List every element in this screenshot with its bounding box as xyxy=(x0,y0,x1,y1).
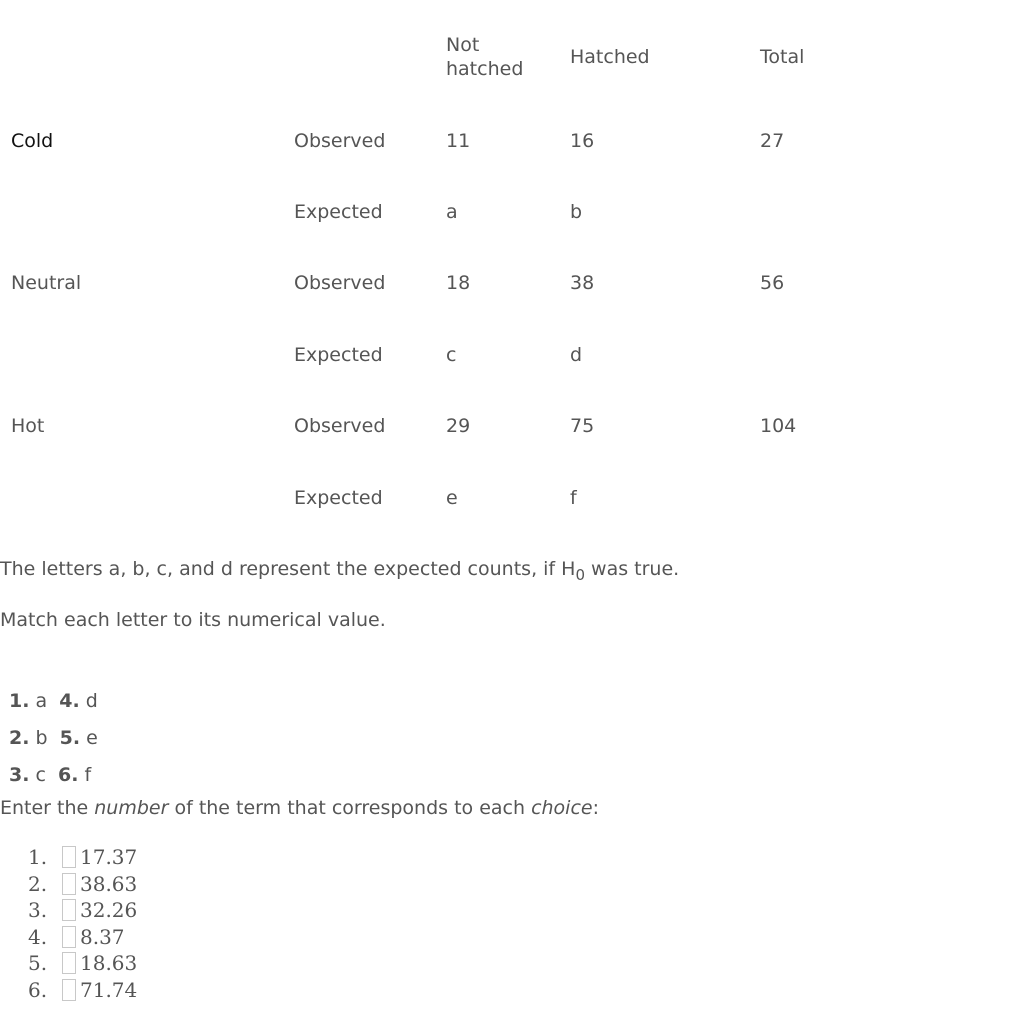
choice-number: 1. xyxy=(28,845,48,869)
enter-number-word: number xyxy=(94,797,169,819)
cell-not-hatched: c xyxy=(446,344,457,366)
h0-subscript: 0 xyxy=(575,566,585,584)
term-letter: a xyxy=(35,690,48,712)
enter-after: : xyxy=(592,797,599,819)
enter-middle: of the term that corresponds to each xyxy=(168,797,532,819)
term-row xyxy=(9,688,98,725)
cell-not-hatched: 11 xyxy=(446,130,471,152)
row-group-label: Cold xyxy=(11,130,54,152)
term-number: 4. xyxy=(59,690,80,712)
choice-value: 17.37 xyxy=(80,845,138,869)
term-letter: d xyxy=(85,690,98,712)
term-row xyxy=(9,762,98,799)
cell-hatched: d xyxy=(570,344,583,366)
term-number: 6. xyxy=(58,764,79,786)
choice-input[interactable] xyxy=(62,873,76,895)
cell-hatched: 75 xyxy=(570,415,595,437)
expected-counts-text xyxy=(0,558,680,584)
enter-instruction xyxy=(0,797,599,819)
term-row xyxy=(9,725,98,762)
choice-number: 6. xyxy=(28,977,48,1002)
choice-number: 3. xyxy=(28,898,48,922)
header-not-hatched-line2: hatched xyxy=(446,57,524,80)
cell-total: 27 xyxy=(760,130,785,152)
choice-value: 18.63 xyxy=(80,951,138,975)
cell-not-hatched: a xyxy=(446,201,458,223)
choice-value: 38.63 xyxy=(80,871,138,896)
choice-number: 2. xyxy=(28,871,48,896)
cell-total: 104 xyxy=(760,415,797,437)
header-hatched: Hatched xyxy=(570,46,650,68)
term-number: 5. xyxy=(59,727,81,749)
cell-total: 56 xyxy=(760,272,785,294)
cell-not-hatched: 29 xyxy=(446,415,471,437)
term-number: 2. xyxy=(9,727,30,749)
choice-value: 8.37 xyxy=(80,924,125,949)
row-type-label: Expected xyxy=(294,487,383,509)
row-type-label: Expected xyxy=(294,344,383,366)
enter-choice-word: choice xyxy=(531,797,593,819)
choice-input[interactable] xyxy=(62,979,76,1001)
terms-list xyxy=(9,688,98,799)
cell-not-hatched: 18 xyxy=(446,272,471,294)
header-not-hatched xyxy=(446,34,523,82)
row-type-label: Expected xyxy=(294,201,383,223)
choice-input[interactable] xyxy=(62,846,76,868)
enter-before: Enter the xyxy=(0,797,95,819)
row-group-label: Neutral xyxy=(11,272,82,294)
row-type-label: Observed xyxy=(294,272,386,294)
choice-value: 32.26 xyxy=(80,898,138,922)
term-letter: b xyxy=(35,727,48,749)
term-letter: f xyxy=(84,764,92,786)
expected-counts-after: was true. xyxy=(584,558,680,580)
row-type-label: Observed xyxy=(294,130,386,152)
choice-number: 4. xyxy=(28,924,48,949)
choice-input[interactable] xyxy=(62,899,76,921)
choice-value: 71.74 xyxy=(80,977,138,1002)
cell-hatched: f xyxy=(570,487,577,509)
match-instruction: Match each letter to its numerical value. xyxy=(0,609,386,631)
term-letter: c xyxy=(35,764,46,786)
term-letter: e xyxy=(86,727,98,749)
term-number: 1. xyxy=(9,690,30,712)
expected-counts-before: The letters a, b, c, and d represent the expected counts, if H xyxy=(0,558,576,580)
header-not-hatched-line1: Not xyxy=(446,34,480,56)
cell-hatched: 38 xyxy=(570,272,595,294)
choice-input[interactable] xyxy=(62,952,76,974)
header-total: Total xyxy=(760,46,805,68)
choice-number: 5. xyxy=(28,951,48,975)
row-type-label: Observed xyxy=(294,415,386,437)
cell-not-hatched: e xyxy=(446,487,458,509)
cell-hatched: 16 xyxy=(570,130,595,152)
row-group-label: Hot xyxy=(11,415,45,437)
choice-input[interactable] xyxy=(62,926,76,948)
term-number: 3. xyxy=(9,764,30,786)
cell-hatched: b xyxy=(570,201,583,223)
